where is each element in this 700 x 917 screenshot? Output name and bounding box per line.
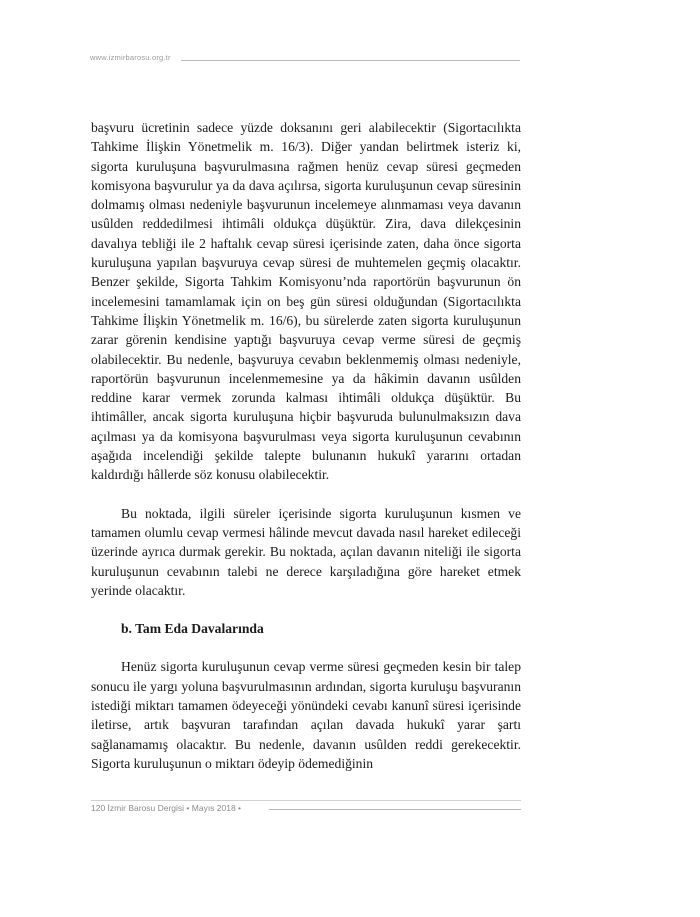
header-divider [181,60,520,61]
paragraph-gap [91,485,521,504]
paragraph-gap [91,638,521,657]
page-body [91,118,521,773]
section-heading: b. Tam Eda Davalarında [121,621,264,637]
footer-top-divider [91,800,521,801]
paragraph-3: Henüz sigorta kuruluşunun cevap verme süresi geçmeden kesin bir talep sonucu ile yargı yoluna başvurulmasının ardından, sigorta kuruluşu başvuranın istediği miktarı tamamen ödeyeceği yönündeki cevabı kanunî süresi içerisinde iletirse, artık başvuran tarafından açılan davada hukukî yarar şartı sağlanamamış olacaktır. Bu nedenle, davanın usûlden reddi gerekecektir. Sigorta kuruluşunun o miktarı ödeyip ödemediğinin [91,659,521,771]
page-footer [91,803,521,817]
paragraph-gap [91,600,521,619]
header-url: www.izmirbarosu.org.tr [90,53,171,62]
footer-text: 120 İzmir Barosu Dergisi • Mayıs 2018 • [91,803,242,813]
paragraph-2: Bu noktada, ilgili süreler içerisinde sigorta kuruluşunun kısmen ve tamamen olumlu cevap vermesi hâlinde mevcut davada nasıl hareket edileceği üzerinde ayrıca durmak gerekir. Bu noktada, açılan davanın niteliği ile sigorta kuruluşunun cevabının talebi ne derece karşıladığına göre hareket etmek yerinde olacaktır. [91,505,521,598]
paragraph-1: başvuru ücretinin sadece yüzde doksanını geri alabilecektir (Sigortacılıkta Tahkime İlişkin Yönetmelik m. 16/3). Diğer yandan belirtmek isteriz ki, sigorta kuruluşuna başvurulmasına rağmen henüz cevap süresi geçmeden komisyona başvurulur ya da dava açılırsa, sigorta kuruluşunun cevap süresinin dolmamış olması nedeniyle başvurunun incelemeye alınmaması veya davanın usûlden reddedilmesi ihtimâli oldukça düşüktür. Zira, dava dilekçesinin davalıya tebliği ile 2 haftalık cevap süresi içerisinde zaten, daha önce sigorta kuruluşuna yapılan başvuruya cevap süresi de muhtemelen geçmiş olacaktır. Benzer şekilde, Sigorta Tahkim Komisyonu’nda raportörün başvurunun ön incelemesini tamamlamak için on beş gün süresi olduğundan (Sigortacılıkta Tahkime İlişkin Yönetmelik m. 16/6), bu sürelerde zaten sigorta kuruluşunun zarar görenin kendisine yaptığı başvuruya cevap verme süresi de geçmiş olabilecektir. Bu nedenle, başvuruya cevabın beklenmemiş olması nedeniyle, raportörün başvurunun incelenmemesine ya da hâkimin davanın usûlden reddine karar vermek zorunda kalması ihtimâli oldukça düşüktür. Bu ihtimâller, ancak sigorta kuruluşuna hiçbir başvuruda bulunulmaksızın dava açılması ya da komisyona başvurulması veya sigorta kuruluşunun cevabının aşağıda incelendiği şekilde talepte bulunanın hukukî yararını ortadan kaldırdığı hâllerde söz konusu olabilecektir. [91,120,521,483]
footer-divider [269,809,521,810]
